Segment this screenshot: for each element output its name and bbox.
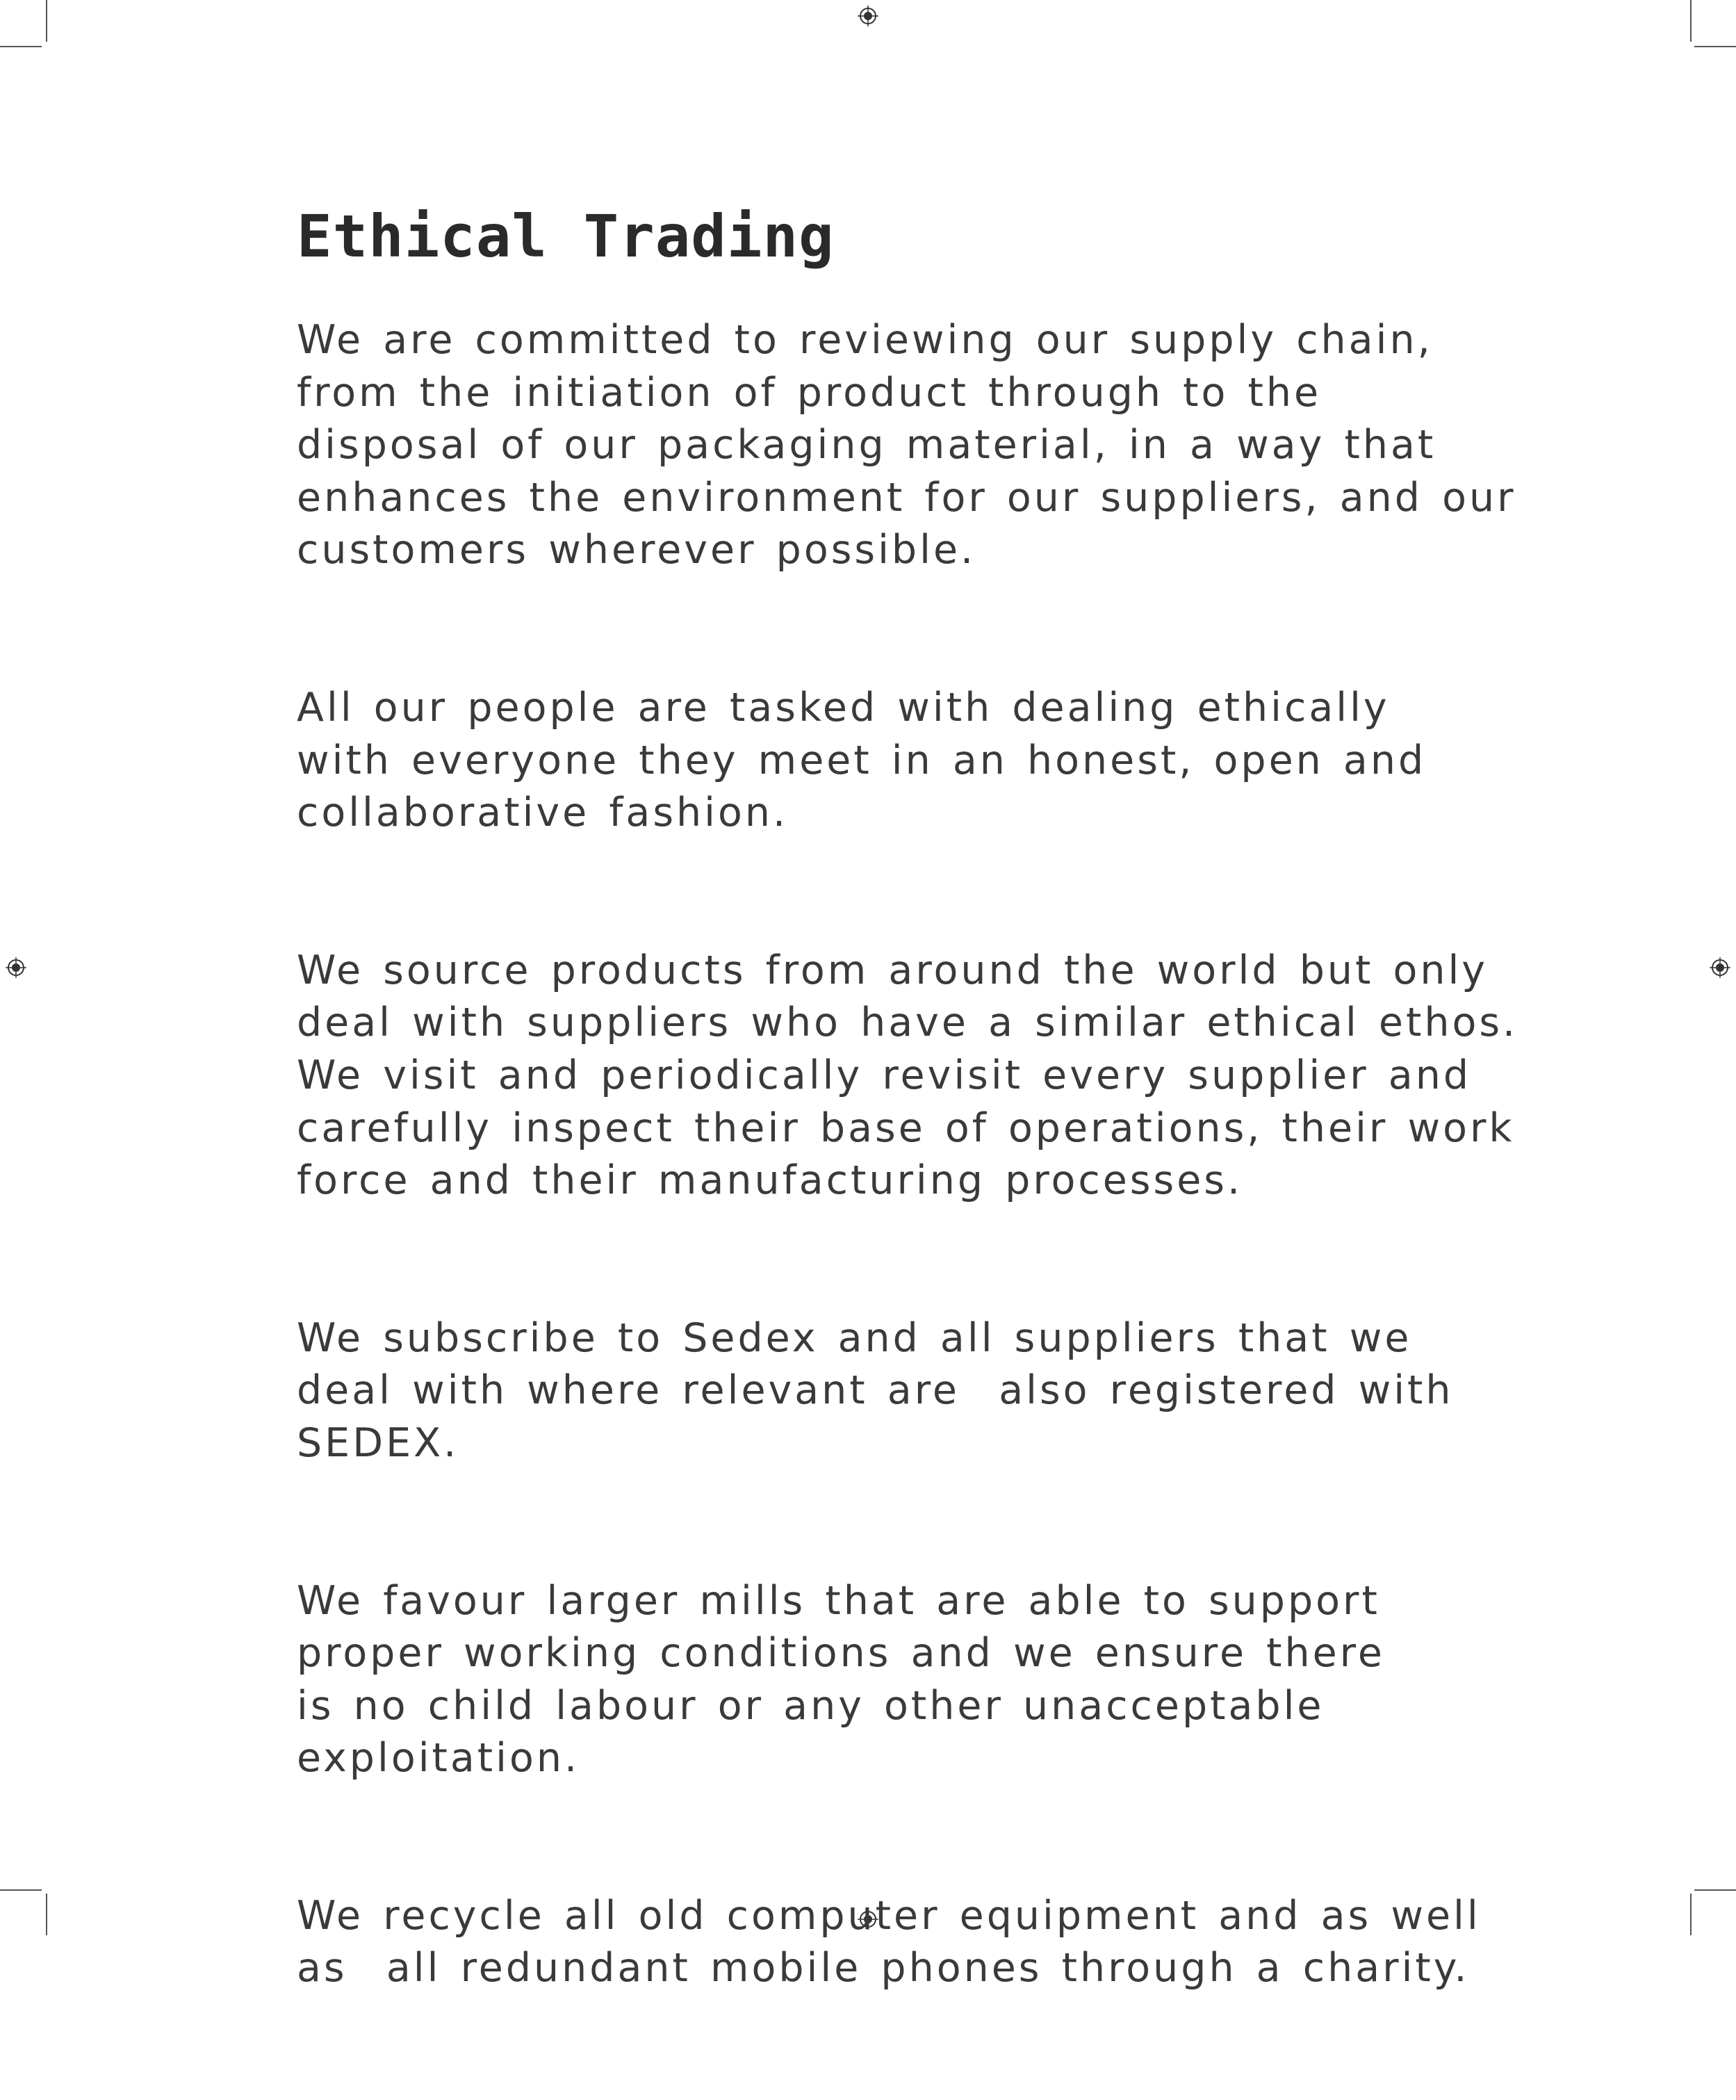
text-line: as all redundant mobile phones through a charity. xyxy=(297,1945,1470,1992)
text-line: We favour larger mills that are able to support xyxy=(297,1577,1380,1624)
text-line: from the initiation of product through to the xyxy=(297,369,1322,416)
text-line: deal with suppliers who have a similar ethical ethos. xyxy=(297,1000,1518,1046)
text-line: SEDEX. xyxy=(297,1419,459,1466)
registration-target-icon xyxy=(858,6,878,26)
crop-mark-bottom-right-horizontal xyxy=(1694,1889,1736,1891)
crop-mark-bottom-left-vertical xyxy=(46,1894,47,1935)
paragraph-people xyxy=(297,682,1478,840)
text-line: force and their manufacturing processes. xyxy=(297,1157,1243,1204)
paragraph-sourcing xyxy=(297,945,1518,1207)
registration-target-icon xyxy=(1710,957,1730,978)
crop-mark-bottom-left-horizontal xyxy=(0,1889,42,1891)
crop-mark-top-left-vertical xyxy=(46,0,47,42)
text-line: We source products from around the world but only xyxy=(297,947,1489,993)
text-line: with everyone they meet in an honest, open and xyxy=(297,737,1427,783)
text-line: exploitation. xyxy=(297,1735,580,1782)
text-line: collaborative fashion. xyxy=(297,790,789,836)
text-line: customers wherever possible. xyxy=(297,527,976,573)
registration-target-icon xyxy=(6,957,26,978)
paragraph-supply-chain xyxy=(297,314,1516,577)
text-line: disposal of our packaging material, in a way that xyxy=(297,422,1436,469)
text-line: All our people are tasked with dealing ethically xyxy=(297,684,1390,731)
text-line: We visit and periodically revisit every supplier and xyxy=(297,1052,1472,1098)
document-body xyxy=(297,314,1518,2100)
text-line: carefully inspect their base of operations, their work xyxy=(297,1105,1515,1151)
text-line: We recycle all old computer equipment and as well xyxy=(297,1892,1481,1939)
crop-mark-top-right-vertical xyxy=(1690,0,1692,42)
paragraph-mills xyxy=(297,1575,1478,1785)
crop-mark-bottom-right-vertical xyxy=(1690,1894,1692,1935)
text-line: We subscribe to Sedex and all suppliers that we xyxy=(297,1314,1412,1361)
text-line: enhances the environment for our suppliers, and our xyxy=(297,474,1516,521)
crop-mark-top-right-horizontal xyxy=(1694,46,1736,47)
paragraph-sedex xyxy=(297,1312,1478,1470)
paragraph-recycling xyxy=(297,1890,1481,1995)
text-line: We are committed to reviewing our supply chain, xyxy=(297,317,1433,363)
crop-mark-top-left-horizontal xyxy=(0,46,42,47)
page-title: Ethical Trading xyxy=(297,202,835,270)
text-line: proper working conditions and we ensure there xyxy=(297,1630,1385,1677)
text-line: deal with where relevant are also registered with xyxy=(297,1367,1454,1414)
text-line: is no child labour or any other unacceptable xyxy=(297,1682,1325,1729)
